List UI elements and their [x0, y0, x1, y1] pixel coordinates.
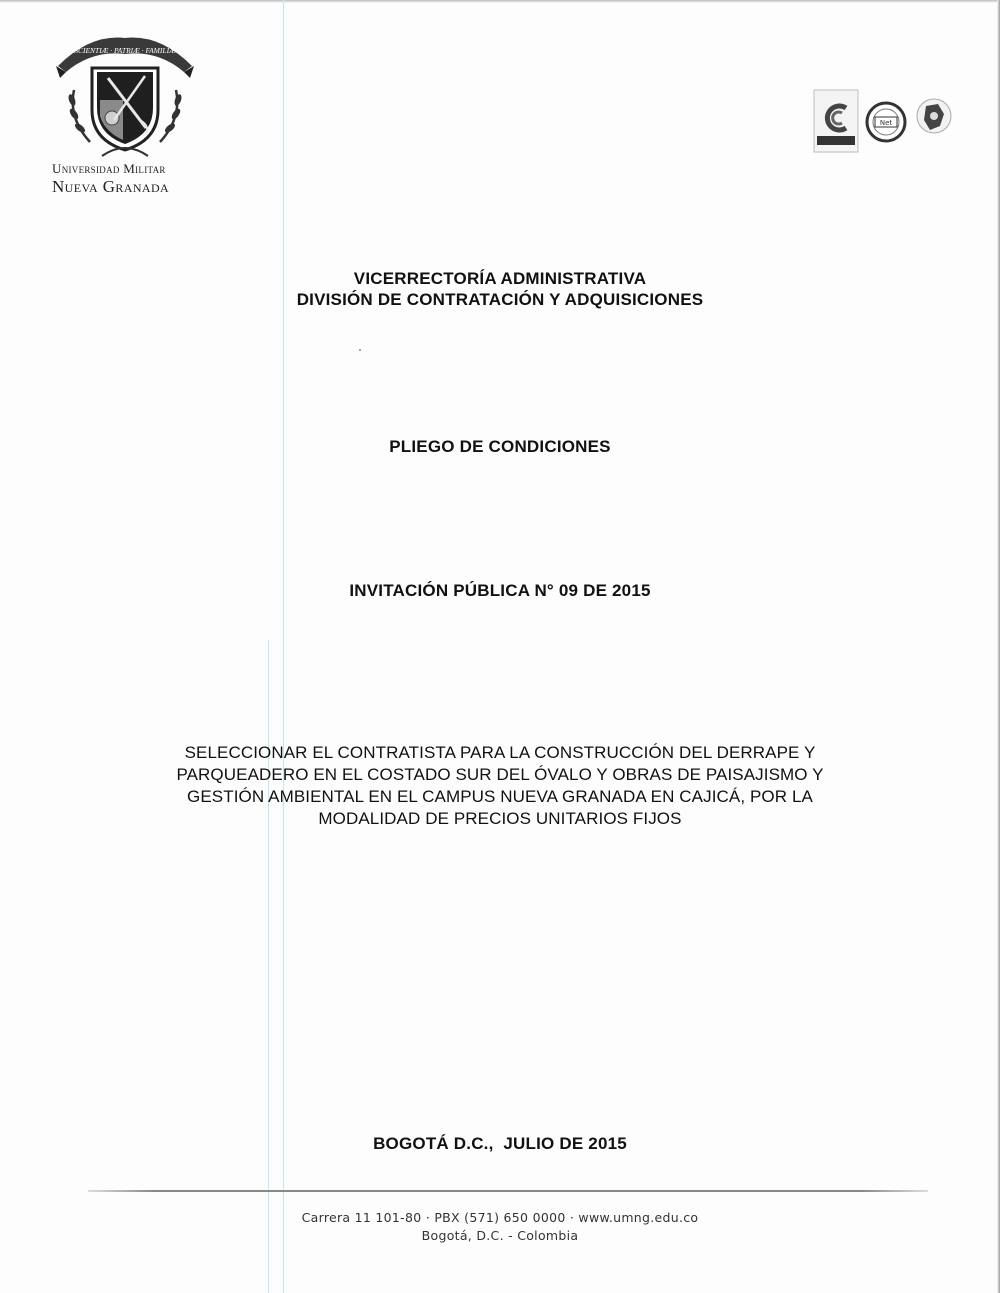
scan-artifact-line [283, 0, 284, 1293]
contract-subject [0, 742, 1000, 830]
vicerrectoria-title: VICERRECTORÍA ADMINISTRATIVA [353, 269, 647, 288]
place-date [0, 1133, 1000, 1154]
footer [0, 1209, 1000, 1245]
footer-city: Bogotá, D.C. - Colombia [421, 1228, 579, 1243]
colombia-icon [917, 99, 951, 133]
invitation-text: INVITACIÓN PÚBLICA N° 09 DE 2015 [349, 581, 651, 600]
division-title: DIVISIÓN DE CONTRATACIÓN Y ADQUISICIONES [296, 290, 704, 309]
crest-motto: SCIENTIÆ · PATRIÆ · FAMILIÆ [74, 46, 176, 55]
subject-line: MODALIDAD DE PRECIOS UNITARIOS FIJOS [318, 809, 682, 828]
office-heading [0, 268, 1000, 310]
scan-speck [359, 349, 361, 351]
university-name-line1: Universidad Militar [52, 161, 166, 176]
footer-divider [88, 1190, 928, 1192]
scan-top-edge [0, 0, 1000, 3]
place-date-text: BOGOTÁ D.C., JULIO DE 2015 [373, 1134, 627, 1153]
svg-text:Net: Net [879, 119, 893, 127]
iqnet-icon [867, 103, 905, 141]
certificado-icon [814, 90, 858, 152]
certification-logos [812, 86, 962, 158]
subject-line: GESTIÓN AMBIENTAL EN EL CAMPUS NUEVA GRANADA EN CAJICÁ, POR LA [187, 787, 813, 806]
invitation-number [0, 580, 1000, 601]
university-crest-icon [50, 28, 200, 158]
university-name-line2: Nueva Granada [52, 177, 170, 196]
subject-line: PARQUEADERO EN EL COSTADO SUR DEL ÓVALO Y OBRAS DE PAISAJISMO Y [176, 765, 824, 784]
document-title [0, 436, 1000, 457]
university-name [52, 162, 169, 195]
footer-address: Carrera 11 101-80 · PBX (571) 650 0000 · www.umng.edu.co [301, 1210, 699, 1225]
scan-artifact-line [268, 640, 269, 1293]
pliego-title: PLIEGO DE CONDICIONES [389, 437, 611, 456]
subject-line: SELECCIONAR EL CONTRATISTA PARA LA CONSTRUCCIÓN DEL DERRAPE Y [184, 743, 816, 762]
